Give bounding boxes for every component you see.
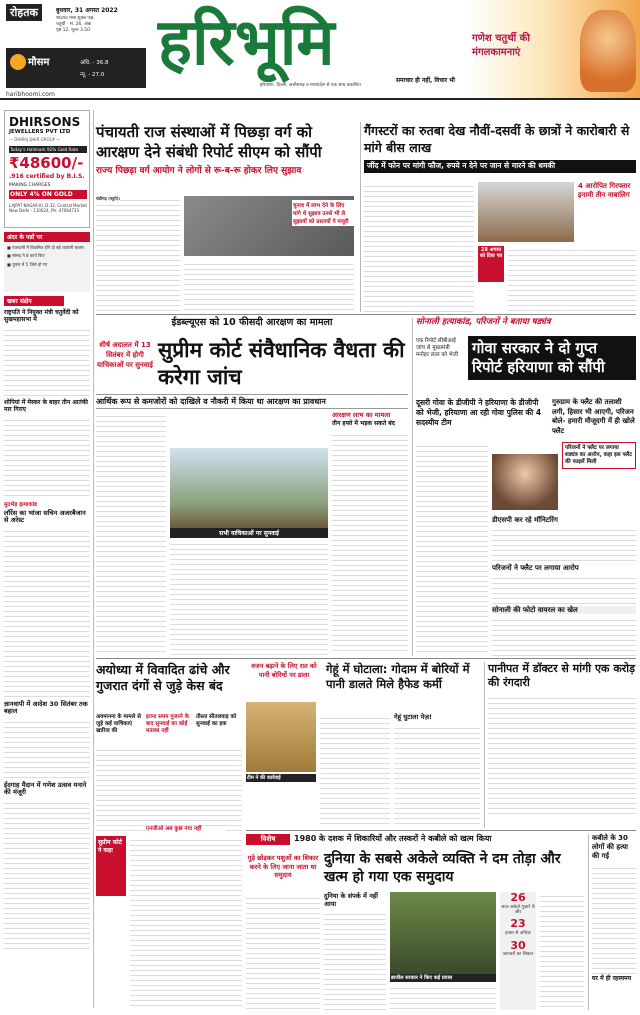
tribe-photo <box>390 892 496 974</box>
panipat-headline: पानीपत में डॉक्टर से मांगी एक करोड़ की रंगदारी <box>488 662 636 689</box>
lead-headline: पंचायती राज संस्थाओं में पिछड़ा वर्ग को आरक्षण देने संबंधी रिपोर्ट सीएम को सौंपी <box>96 123 322 161</box>
sonali-headline: गोवा सरकार ने दो गुप्त रिपोर्ट हरियाणा को सौंपी <box>468 336 636 380</box>
festival-banner: गणेश चतुर्थी की मंगलकामनाएं <box>468 0 640 98</box>
website: haribhoomi.com <box>6 91 55 98</box>
special-label: विशेष <box>246 834 290 845</box>
inside-pages-box: अंदर के पन्नों पर ■ राजधानी में विकसित होंगे दो बड़े व्यापारी बाजार ■ सांसद ने 8 कार्य किए ■ चुनाव में 5 जिले हो गए <box>4 232 90 292</box>
jewellery-ad: DHIRSONS JEWELLERS PVT LTD — DHIRAJ DHIR GROUP — Today's Hallmark 92% Gold Rate ₹48600/- .916 certified by B.I.S. MAKING CHARGES ONLY 4% ON GOLD LAJPAT NAGAR-III, D-32, Central Market New Delhi - 110024, Ph: 47084733 <box>4 110 90 228</box>
slogan: समाचार ही नहीं, विचार भी <box>396 77 455 84</box>
sc-story: ईडब्ल्यूएस को 10 फीसदी आरक्षण का मामला शीर्ष अदालत में 13 सितंबर में होगी याचिकाओं पर सुनवाई सुप्रीम कोर्ट संवैधानिक वैधता की करेगा जांच आर्थिक रूप से कमजोरों को दाखिले व नौकरी में किया था आरक्षण का प्रावधान सभी याचिकाओं पर सुनवाई आरक्षण लाभ का मामला तीन हफ्ते में भड़क सकते बंद <box>96 318 408 656</box>
gangster-story: गैंगस्टरों का रुतबा देख नौवीं-दसवीं के छात्रों ने कारोबारी से मांगे बीस लाख जींद में फोन पर मांगी फौज, रुपये न देने पर जान से मारने की धमकी 28 अगस्त को दिया पत्र 4 आरोपित गिरफ्तार इनामी तीन नाबालिग <box>364 122 636 312</box>
sonali-kicker: सोनाली हत्याकांड, परिजनों ने बताया षड्यंत्र <box>416 317 551 327</box>
tribe-stats: 26 साल अकेले गुज़ारे थे और 23 हजार से अधिक 30 जानवरों का शिकार <box>500 892 536 1010</box>
ganesha-illustration <box>580 10 636 92</box>
sc-subhead: आर्थिक रूप से कमजोरों को दाखिले व नौकरी में किया था आरक्षण का प्रावधान <box>96 394 408 409</box>
lead-story: पंचायती राज संस्थाओं में पिछड़ा वर्ग को आरक्षण देने संबंधी रिपोर्ट सीएम को सौंपी राज्य पिछड़ा वर्ग आयोग ने लोगों से रू-ब-रू होकर लिए सुझाव चुनाव में लाभ देने के लिए मांगे थे सुझाव उनसे भी ले सुझावों को प्रस्तावों पे मंजूरी चंडीगढ़ (ब्यूरो)। <box>96 122 358 312</box>
tribe-headline: दुनिया के सबसे अकेले व्यक्ति ने दम तोड़ा और खत्म हो गया एक समुदाय <box>324 851 561 885</box>
supreme-court-photo <box>170 448 328 528</box>
court-vertical-label: सुप्रीम कोर्ट ने कहा <box>96 836 126 896</box>
edition-info: भाद्रपद मास शुक्ल पक्ष, चतुर्थी · सं. 26, अंक पृष्ठ 12, मूल्य 3.50 <box>56 16 95 33</box>
gangster-headline: गैंगस्टरों का रुतबा देख नौवीं-दसवीं के छात्रों ने कारोबारी से मांगे बीस लाख <box>364 123 630 155</box>
wheat-photo <box>246 702 316 772</box>
sonali-story: सोनाली हत्याकांड, परिजनों ने बताया षड्यंत्र एक रिपोर्ट सीबीआई जांच से मुख्यमंत्री मनोहर लाल को भेजी गोवा सरकार ने दो गुप्त रिपोर्ट हरियाणा को सौंपी दूसरी गोवा के डीजीपी ने हरियाणा के डीजीपी को भेजी, हरियाणा आ रही गोवा पुलिस की 4 सदस्यीय टीम गुरुग्राम के फ्लैट की तलाशी लगी, हिसार भी आएगी, परिजन बोले- हमारी मौजूदगी में ही खोले फ्लैट परिजनों ने फ्लैट पर लगाया शड्यंत्र का आरोप, कहा इस फ्लैट की फाइलें मिली डीएसपी कर रहे मॉनिटरिंग परिजनों ने फ्लैट पर लगाया आरोप सोनाली की फोटो वायरल का खेल <box>416 318 636 656</box>
sun-icon <box>10 54 26 70</box>
gangster-subhead: जींद में फोन पर मांगी फौज, रुपये न देने पर जान से मारने की धमकी <box>364 160 636 173</box>
date-line: बुधवार, 31 अगस्त 2022 <box>56 7 118 14</box>
sc-kicker: ईडब्ल्यूएस को 10 फीसदी आरक्षण का मामला <box>171 317 333 328</box>
panipat-story <box>488 662 636 828</box>
sc-sidebox: आरक्षण लाभ का मामला तीन हफ्ते में भड़क सकते बंद <box>332 412 408 656</box>
lead-subhead: राज्य पिछड़ा वर्ग आयोग ने लोगों से रू-ब-रू होकर लिए सुझाव <box>96 166 302 176</box>
gehu-story: वजन बढ़ाने के लिए रात को पानी बोरियों पर डाला गेहूं में घोटाला: गोदाम में बोरियों में पानी डालते मिले हैफेड कर्मी टीम ने की कार्रवाई गेहूं घुटाला पेज़! <box>246 662 480 828</box>
ayodhya-headline: अयोध्या में विवादित ढांचे और गुजरात दंगों से जुड़े केस बंद <box>96 662 230 693</box>
sonali-photo <box>492 454 558 510</box>
tribe-story: विशेष 1980 के दशक में शिकारियों और तस्करों ने कबीले को खत्म किया गुड़े छोड़कर पशुओं का शिकार करने के लिए जाना जाता था समुदाय दुनिया के सबसे अकेले व्यक्ति ने दम तोड़ा और खत्म हो गया एक समुदाय दुनिया के संपर्क में नहीं आया ब्राजील सरकार ने किए कई प्रयास 26 साल अकेले गुज़ारे थे और 23 हजार से अधिक 30 जानवरों का शिकार कबीले के 30 लोगों की हत्या की गई घर में ही रहस्यमय <box>246 834 636 1010</box>
gehu-headline: गेहूं में घोटाला: गोदाम में बोरियों में पानी डालते मिले हैफेड कर्मी <box>326 662 470 691</box>
newspaper-logo: हरिभूमि <box>158 5 335 80</box>
tribe-side: कबीले के 30 लोगों की हत्या की गई घर में ही रहस्यमय <box>588 834 636 1010</box>
city-label: रोहतक <box>6 4 42 21</box>
ayodhya-story: अयोध्या में विवादित ढांचे और गुजरात दंगों से जुड़े केस बंद अवमानना के मामले से जुड़े कई याचिकाएं खारिज की इतना समय गुजरने के बाद सुनवाई का कोई मतलब नहीं तीस्ता सीतलवाड़ को सुनवाई का हक <box>96 662 242 834</box>
weather-box: मौसम अधि. - 36.8 न्यू. - 27.0 <box>6 48 146 88</box>
news-brief-section: खबर संक्षेप राष्ट्रपति ने नियुक्त मंत्री चतुर्वेदी को सुखमहासभा में शोपियां में मेस्कर के बाहर तीन आतंकी मार गिराए मुठभेड़ हत्याकांड लॉरेंस का भांजा सचिन अजरबैजान से अरेस्ट ज्ञानवापी में आदेश 30 सितंबर तक बहाल ईदगाह मैदान में गणेश उत्सव मनाने की मंजूरी <box>4 296 90 1008</box>
house-photo <box>478 182 574 242</box>
sc-headline: सुप्रीम कोर्ट संवैधानिक वैधता की करेगा जांच <box>158 337 405 389</box>
tagline: हरियाणा, दिल्ली, छत्तीसगढ़ व मध्यप्रदेश से एक साथ प्रकाशित <box>260 83 361 88</box>
